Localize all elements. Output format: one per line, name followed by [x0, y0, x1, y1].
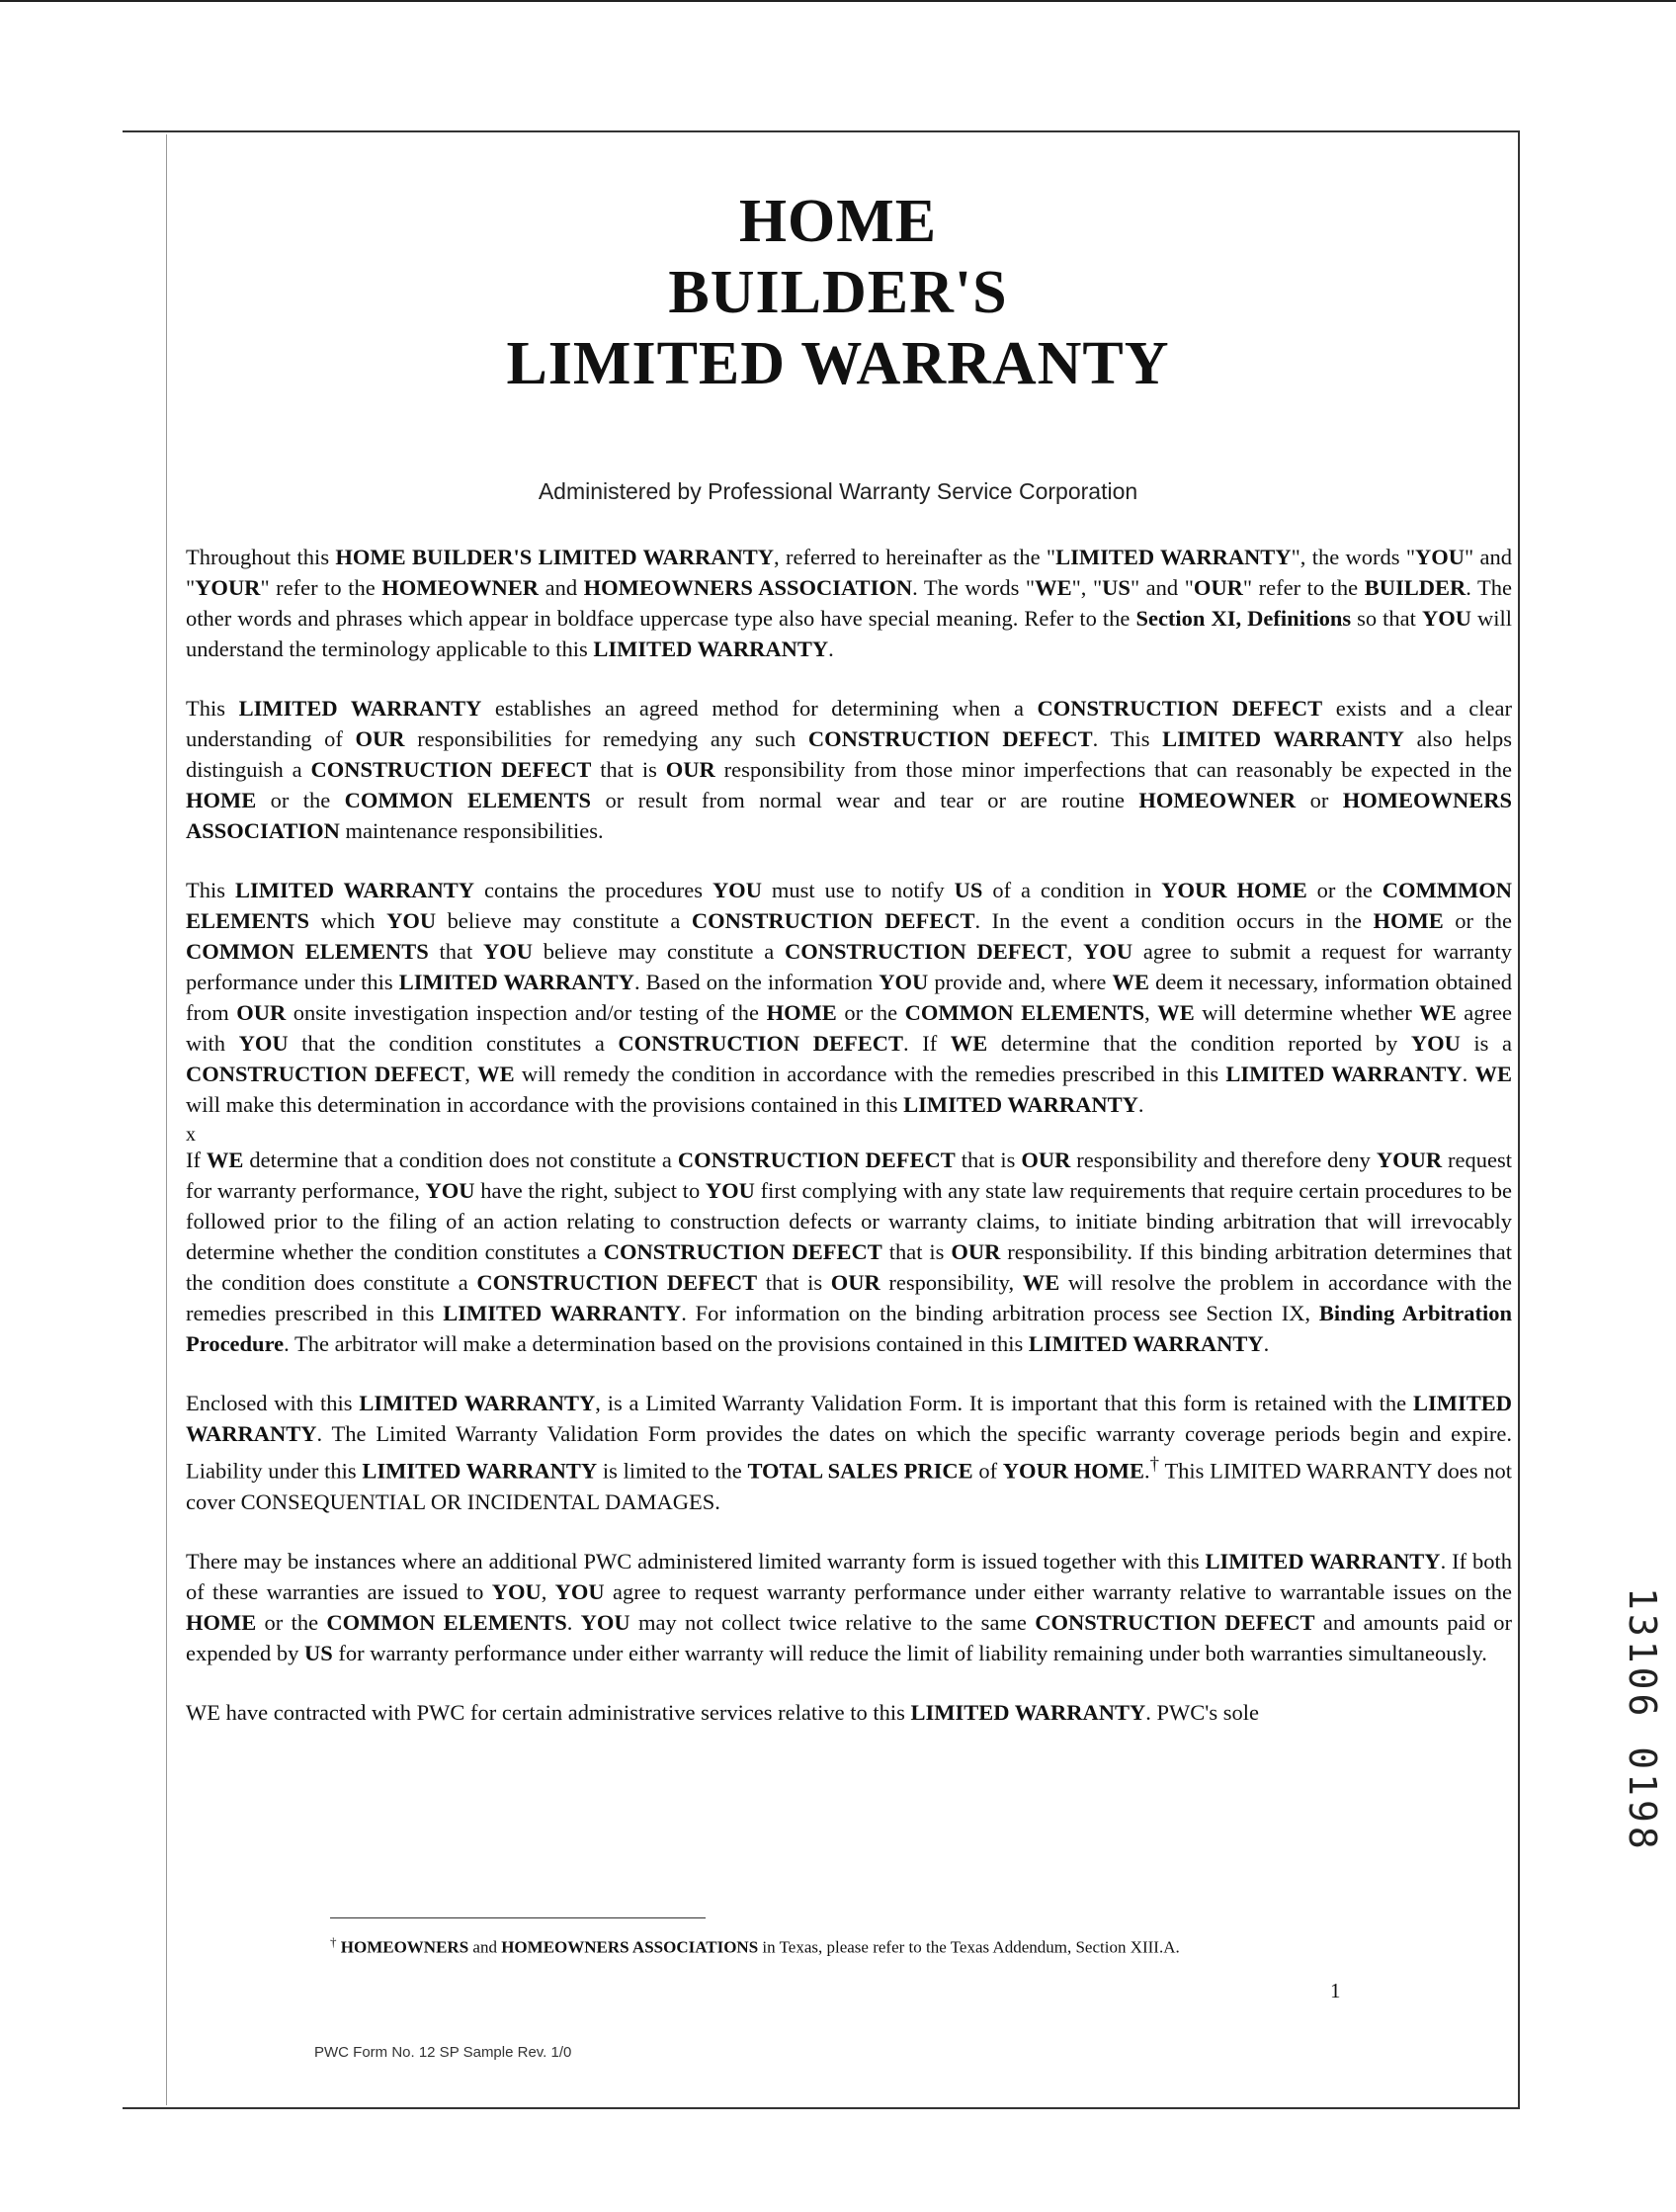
text-segment: agree to request warranty performance under either warranty relative to warrantable issues on the	[604, 1578, 1512, 1604]
text-segment: agree with	[186, 1000, 1512, 1056]
text-segment: YOU	[879, 970, 929, 994]
text-segment: responsibility from those minor imperfections that can reasonably be expected in the	[714, 757, 1512, 782]
text-segment: LIMITED WARRANTY	[1028, 1331, 1264, 1356]
text-segment: WE	[1157, 1000, 1195, 1025]
text-segment: CONSTRUCTION DEFECT	[618, 1031, 904, 1056]
text-segment: and amounts paid or expended by	[186, 1609, 1513, 1665]
text-segment: that	[428, 939, 484, 964]
text-segment: ", "	[1071, 575, 1103, 600]
text-segment: also helps distinguish a	[186, 726, 1512, 782]
footnote-bold-1: HOMEOWNERS	[340, 1937, 469, 1957]
text-segment: LIMITED WARRANTY	[593, 637, 829, 661]
text-segment: ", the words "	[1291, 545, 1416, 569]
text-segment: WE	[1474, 1062, 1513, 1086]
text-segment: ,	[1066, 939, 1084, 964]
text-segment: YOU	[238, 1031, 289, 1056]
text-segment: must use to notify	[761, 878, 955, 902]
text-segment: HOMEOWNER	[1138, 788, 1297, 812]
text-segment: COMMON ELEMENTS	[344, 788, 592, 812]
text-segment: LIMITED WARRANTY	[359, 1391, 596, 1415]
text-segment: first complying with any state law requirements that require certain procedures to be followed prior to the filing of an action relating to construction defects or warranty claims, to initiate binding arbitration that will irrevocably determine whether the condition constitutes a	[186, 1178, 1512, 1264]
text-segment: maintenance responsibilities.	[339, 818, 604, 843]
text-segment: HOMEOWNER	[381, 575, 540, 600]
text-segment: and	[539, 575, 584, 600]
text-segment: If	[186, 1148, 207, 1172]
text-segment: WE	[950, 1031, 988, 1056]
text-segment: " refer to the	[1242, 575, 1365, 600]
text-segment: HOMEOWNERS ASSOCIATION	[583, 575, 913, 600]
text-segment: may not collect twice relative to the same	[629, 1609, 1036, 1635]
text-segment: WE	[1035, 575, 1072, 600]
page-number: 1	[1330, 1979, 1341, 2002]
text-segment: CONSTRUCTION DEFECT	[476, 1270, 758, 1295]
text-segment: This	[186, 878, 235, 902]
text-segment: YOUR HOME	[1161, 878, 1307, 902]
text-segment: or the	[256, 788, 345, 812]
text-segment: responsibility. If this binding arbitration determines that the condition does constitute a	[186, 1239, 1512, 1295]
text-segment: YOU	[425, 1178, 475, 1203]
text-segment: of	[972, 1458, 1003, 1484]
text-segment: OUR	[1021, 1148, 1071, 1172]
text-segment: US	[1102, 575, 1131, 600]
text-segment: .	[1137, 1092, 1144, 1117]
text-segment: or result from normal wear and tear or are routine	[591, 788, 1139, 812]
text-segment: . In the event a condition occurs in the	[974, 908, 1374, 933]
text-segment: that is	[591, 757, 666, 782]
text-segment: will make this determination in accordance with the provisions contained in this	[186, 1092, 904, 1117]
text-segment: .	[566, 1609, 581, 1635]
text-segment: OUR	[236, 1000, 287, 1025]
text-segment: that is	[955, 1148, 1022, 1172]
text-segment: . The words "	[912, 575, 1036, 600]
paragraph-procedures	[186, 875, 1512, 1120]
text-segment: HOME	[1373, 908, 1444, 933]
text-segment: WE	[1022, 1270, 1060, 1295]
text-segment: YOUR	[195, 575, 261, 600]
scan-top-rule	[0, 0, 1676, 2]
text-segment: so that	[1351, 606, 1422, 631]
text-segment: responsibilities for remedying any such	[404, 726, 808, 751]
text-segment: provide and, where	[928, 970, 1113, 994]
text-segment: COMMMON ELEMENTS	[186, 878, 1512, 933]
text-segment: OUR	[1193, 575, 1243, 600]
text-segment: CONSTRUCTION DEFECT	[784, 939, 1067, 964]
text-segment: OUR	[830, 1270, 880, 1295]
text-segment: This	[186, 696, 239, 721]
text-segment: LIMITED WARRANTY	[903, 1092, 1138, 1117]
text-segment: HOME	[186, 788, 257, 812]
text-segment: US	[954, 878, 983, 902]
text-segment: . The arbitrator will make a determination based on the provisions contained in this	[284, 1331, 1029, 1356]
text-segment: CONSTRUCTION DEFECT	[186, 1062, 465, 1086]
paragraph-pwc-services	[186, 1697, 1512, 1728]
text-segment: HOMEOWNERS ASSOCIATION	[186, 788, 1512, 843]
text-segment: YOU	[1083, 939, 1133, 964]
text-segment: onsite investigation inspection and/or testing of the	[286, 1000, 767, 1025]
text-segment: OUR	[355, 726, 405, 751]
text-segment: exists and a clear understanding of	[186, 696, 1512, 751]
text-segment: . The Limited Warranty Validation Form provides the dates on which the specific warranty coverage periods begin and expire. Liability under this	[186, 1421, 1512, 1484]
text-segment: YOU	[705, 1178, 755, 1203]
text-segment: Enclosed with this	[186, 1391, 360, 1415]
text-segment: WE	[1112, 970, 1149, 994]
text-segment: Throughout this	[186, 545, 336, 569]
text-segment: TOTAL SALES PRICE	[747, 1458, 973, 1484]
page-frame-left-edge	[166, 134, 167, 2105]
text-segment: . The other words and phrases which appear in boldface uppercase type also have special meaning. Refer to the	[186, 575, 1512, 631]
text-segment: . If both of these warranties are issued to	[186, 1548, 1512, 1604]
text-segment: YOU	[712, 878, 762, 902]
text-segment: CONSTRUCTION DEFECT	[807, 726, 1093, 751]
text-segment: or the	[836, 1000, 905, 1025]
text-segment: determine that the condition reported by	[987, 1031, 1411, 1056]
text-segment: LIMITED WARRANTY	[234, 878, 475, 902]
text-segment: or the	[256, 1609, 327, 1635]
text-segment: for warranty performance under either warranty will reduce the limit of liability remaining under both warranties simultaneously.	[332, 1640, 1487, 1665]
text-segment: will resolve the problem in accordance with the remedies prescribed in this	[186, 1270, 1512, 1325]
document-subtitle: Administered by Professional Warranty Service Corporation	[538, 478, 1138, 504]
text-segment: agree to submit a request for warranty performance under this	[186, 939, 1513, 994]
text-segment: LIMITED WARRANTY	[1205, 1548, 1441, 1574]
text-segment: Binding Arbitration Procedure	[186, 1301, 1513, 1356]
text-segment: HOME BUILDER'S LIMITED WARRANTY	[335, 545, 775, 569]
text-segment: is limited to the	[597, 1458, 748, 1484]
text-segment: .	[1263, 1331, 1270, 1356]
text-segment: will remedy the condition in accordance with the remedies prescribed in this	[514, 1062, 1226, 1086]
text-segment: WE	[1419, 1000, 1457, 1025]
text-segment: , referred to hereinafter as the "	[774, 545, 1056, 569]
text-segment: or the	[1306, 878, 1383, 902]
text-segment: COMMON ELEMENTS	[904, 1000, 1145, 1025]
text-segment: . Based on the information	[633, 970, 880, 994]
text-segment: CONSEQUENTIAL OR INCIDENTAL DAMAGES	[240, 1489, 715, 1514]
text-segment: BUILDER	[1364, 575, 1466, 600]
text-segment: HOME	[186, 1609, 257, 1635]
text-segment: , is a Limited Warranty Validation Form. It is important that this form is retained with the	[595, 1391, 1413, 1415]
text-segment: OUR	[665, 757, 715, 782]
text-segment: WE	[186, 1699, 220, 1725]
text-segment: YOU	[1421, 606, 1471, 631]
side-stamp: 13106 0198	[1621, 1587, 1664, 1853]
text-segment: LIMITED WARRANTY	[362, 1458, 598, 1484]
text-segment: . PWC's sole	[1145, 1699, 1259, 1725]
text-segment: LIMITED WARRANTY	[1210, 1458, 1432, 1484]
footnote-text: in Texas, please refer to the Texas Addendum, Section XIII.A.	[758, 1937, 1180, 1957]
text-segment: CONSTRUCTION DEFECT	[310, 757, 592, 782]
text-segment: that the condition constitutes a	[288, 1031, 619, 1056]
text-segment: deem it necessary, information obtained from	[186, 970, 1512, 1025]
text-segment: YOU	[386, 908, 437, 933]
text-segment: will understand the terminology applicable to this	[186, 606, 1512, 661]
text-segment: OUR	[951, 1239, 1001, 1264]
stray-mark: x	[186, 1124, 196, 1146]
text-segment: COMMON ELEMENTS	[326, 1609, 567, 1635]
text-segment: establishes an agreed method for determining when a	[481, 696, 1038, 721]
text-segment: ,	[541, 1578, 555, 1604]
text-segment: CONSTRUCTION DEFECT	[677, 1148, 956, 1172]
text-segment: CONSTRUCTION DEFECT	[1035, 1609, 1315, 1635]
text-segment: have contracted with	[219, 1699, 417, 1725]
text-segment: does not cover	[186, 1458, 1512, 1514]
text-segment: which	[309, 908, 387, 933]
text-segment: or the	[1443, 908, 1512, 933]
footnote-rule	[330, 1917, 706, 1918]
text-segment: contains the procedures	[474, 878, 712, 902]
text-segment: . For information on the binding arbitration process see Section IX,	[681, 1301, 1319, 1325]
text-segment: US	[303, 1640, 333, 1665]
text-segment: .	[1462, 1062, 1475, 1086]
title-line-2: BUILDER'S	[668, 259, 1008, 326]
footnote-marker: †	[330, 1934, 337, 1949]
text-segment: WE	[477, 1062, 515, 1086]
text-segment: WE	[206, 1148, 244, 1172]
text-segment: of a condition in	[982, 878, 1162, 902]
text-segment: YOU	[1410, 1031, 1461, 1056]
text-segment: " and "	[186, 545, 1513, 600]
paragraph-arbitration	[186, 1145, 1512, 1359]
text-segment: believe may constitute a	[436, 908, 692, 933]
footnote	[330, 1929, 1348, 1961]
paragraph-intro	[186, 542, 1512, 664]
text-segment: LIMITED WARRANTY	[398, 970, 634, 994]
body-text	[186, 542, 1512, 1756]
text-segment: responsibility,	[880, 1270, 1023, 1295]
document-title	[0, 186, 1676, 399]
title-line-3: LIMITED WARRANTY	[506, 330, 1170, 397]
text-segment: CONSTRUCTION DEFECT	[603, 1239, 882, 1264]
text-segment: for certain administrative services relative to this	[464, 1699, 911, 1725]
text-segment: LIMITED WARRANTY	[1225, 1062, 1463, 1086]
text-segment: .	[1143, 1458, 1150, 1484]
text-segment: is a	[1460, 1031, 1512, 1056]
text-segment: YOU	[1415, 545, 1466, 569]
text-segment: that is	[881, 1239, 952, 1264]
text-segment: PWC	[416, 1699, 465, 1725]
text-segment: ,	[1144, 1000, 1158, 1025]
text-segment: that is	[757, 1270, 831, 1295]
text-segment: PWC	[583, 1548, 632, 1574]
text-segment: YOU	[554, 1578, 605, 1604]
text-segment: CONSTRUCTION DEFECT	[1037, 696, 1323, 721]
text-segment: request for warranty performance,	[186, 1148, 1512, 1203]
text-segment: LIMITED WARRANTY	[910, 1699, 1146, 1725]
text-segment: administered limited warranty form is issued together with this	[631, 1548, 1206, 1574]
text-segment: ,	[464, 1062, 478, 1086]
paragraph-additional-warranty	[186, 1546, 1512, 1668]
text-segment: LIMITED WARRANTY	[1055, 545, 1292, 569]
text-segment: .	[828, 637, 834, 661]
text-segment: YOU	[580, 1609, 630, 1635]
text-segment: YOU	[491, 1578, 542, 1604]
text-segment: This	[1159, 1458, 1211, 1484]
text-segment: LIMITED WARRANTY	[1162, 726, 1404, 751]
text-segment: or	[1296, 788, 1343, 812]
form-number: PWC Form No. 12 SP Sample Rev. 1/0	[314, 2044, 572, 2061]
title-line-1: HOME	[738, 188, 938, 255]
text-segment: " refer to the	[260, 575, 382, 600]
text-segment: COMMON ELEMENTS	[186, 939, 429, 964]
text-segment: HOME	[766, 1000, 837, 1025]
text-segment: There may be instances where an additional	[186, 1548, 584, 1574]
text-segment: . This	[1092, 726, 1163, 751]
text-segment: LIMITED WARRANTY	[238, 696, 482, 721]
text-segment: . If	[903, 1031, 951, 1056]
text-segment: YOU	[483, 939, 534, 964]
text-segment: YOUR HOME	[1002, 1458, 1144, 1484]
text-segment: .	[714, 1489, 720, 1514]
text-segment: will determine whether	[1194, 1000, 1420, 1025]
text-segment: YOUR	[1376, 1148, 1443, 1172]
text-segment: LIMITED WARRANTY	[443, 1301, 682, 1325]
text-segment: CONSTRUCTION DEFECT	[691, 908, 975, 933]
paragraph-purpose	[186, 693, 1512, 846]
text-segment: believe may constitute a	[533, 939, 785, 964]
paragraph-validation-form	[186, 1388, 1512, 1517]
text-segment: have the right, subject to	[474, 1178, 706, 1203]
text-segment: " and "	[1130, 575, 1194, 600]
text-segment: LIMITED WARRANTY	[186, 1391, 1512, 1446]
text-segment: †	[1149, 1454, 1160, 1475]
footnote-mid: and	[468, 1937, 502, 1957]
text-segment: responsibility and therefore deny	[1070, 1148, 1377, 1172]
text-segment: Section XI, Definitions	[1135, 606, 1352, 631]
text-segment: determine that a condition does not constitute a	[243, 1148, 678, 1172]
footnote-bold-2: HOMEOWNERS ASSOCIATIONS	[501, 1937, 759, 1957]
